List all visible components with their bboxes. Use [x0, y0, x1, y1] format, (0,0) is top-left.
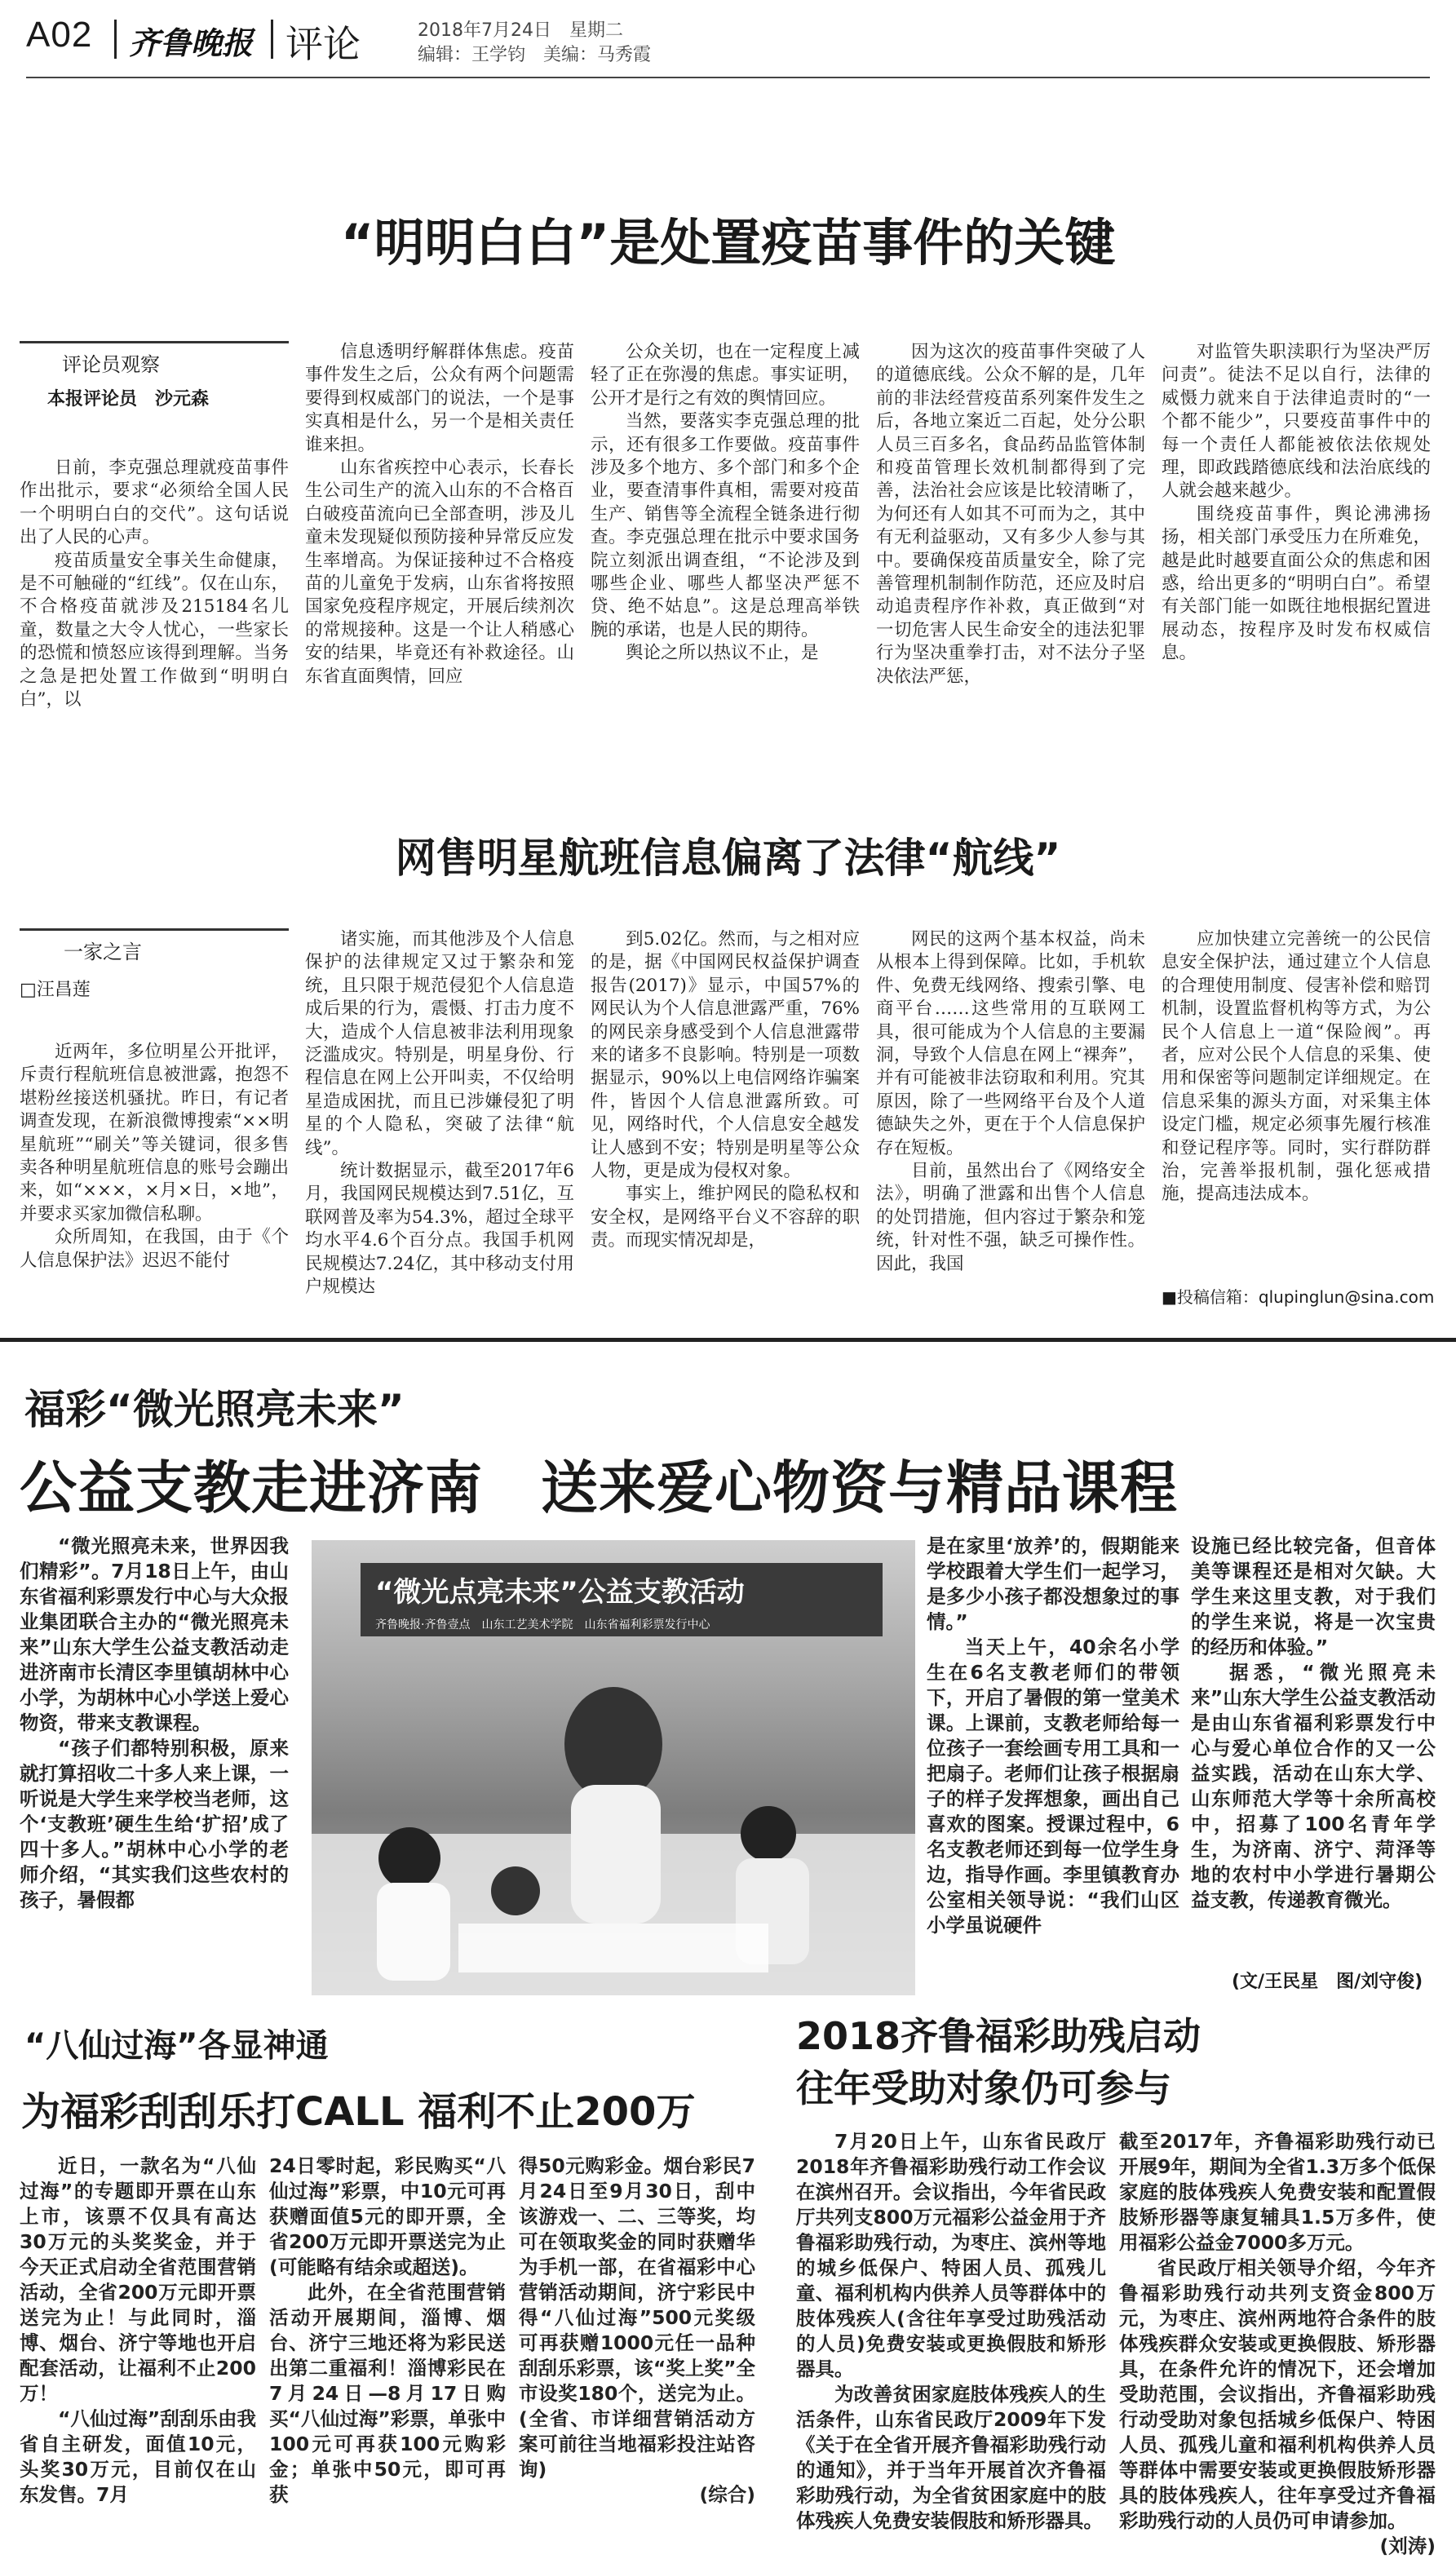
- paragraph: 诸实施，而其他涉及个人信息保护的法律规定又过于繁杂和笼统，且只限于规范侵犯个人信息造成后果的行为，震慑、打击力度不大，造成个人信息被非法利用现象泛滥成灾。特别是，明星身份、行程信息在网上公开叫卖，不仅给明星造成困扰，而且已涉嫌侵犯了明星的个人隐私，突破了法律“航线”。: [305, 929, 574, 1158]
- article5-headline-line2: 往年受助对象仍可参与: [796, 2066, 1171, 2110]
- article2-col-4: [876, 928, 1145, 1312]
- header-divider: [271, 20, 273, 59]
- page-number: A02: [26, 15, 93, 55]
- paragraph: 是在家里‘放养’的，假期能来学校跟着大学生们一起学习，是多少小孩子都没想象过的事情。”: [927, 1534, 1179, 1633]
- paragraph: 因为这次的疫苗事件突破了人的道德底线。公众不解的是，几年前的非法经营疫苗系列案件发生之后，各地立案近二百起，处分公职人员三百多名，食品药品监管体制和疫苗管理长效机制都得到了完善，法治社会应该是比较清晰了，为何还有人如其不可而为之，其中有无利益驱动，又有多少人参与其中。要确保疫苗质量安全，除了完善管理机制制作防范，还应及时启动追责程序作补救，真正做到“对一切危害人民生命安全的违法犯罪行为坚决重拳打击，对不法分子坚决依法严惩，: [876, 342, 1145, 687]
- paragraph: “八仙过海”刮刮乐由我省自主研发，面值10元，头奖30万元，目前仅在山东发售。7月: [20, 2407, 256, 2506]
- paragraph: 应加快建立完善统一的公民信息安全保护法，通过建立个人信息的合理使用制度、侵害补偿和赔罚机制，设置监督机构等方式，为公民个人信息上一道“保险阀”。再者，应对公民个人信息的采集、使用和保密等问题制定详细规定。在信息采集的源头方面，对采集主体设定门槛，规定必须事先履行核准和登记程序等。同时，实行群防群治，完善举报机制，强化惩戒措施，提高违法成本。: [1162, 929, 1431, 1205]
- article3-headline: 公益支教走进济南 送来爱心物资与精品课程: [20, 1454, 1178, 1521]
- article4-kicker: “八仙过海”各显神通: [24, 2027, 329, 2065]
- article1-col-1: [20, 457, 289, 731]
- photo-banner-title: “微光点亮未来”公益支教活动: [375, 1576, 745, 1609]
- article2-column-header: [20, 928, 289, 1001]
- article2-col-1: [20, 1041, 289, 1312]
- paragraph: 到5.02亿。然而，与之相对应的是，据《中国网民权益保护调查报告(2017)》显示，中国57%的网民认为个人信息泄露严重，76%的网民亲身感受到个人信息泄露带来的诸多不良影响。特别是一项数据显示，90%以上电信网络诈骗案件，皆因个人信息泄露所致。可见，网络时代，个人信息安全越发让人感到不安；特别是明星等公众人物，更是成为侵权对象。: [591, 929, 860, 1182]
- paragraph: 近两年，多位明星公开批评，斥责行程航班信息被泄露，抱怨不堪粉丝接送机骚扰。昨日，有记者调查发现，在新浪微博搜索“××明星航班”“刷关”等关键词，很多售卖各种明星航班信息的账号会蹦出来，如“×××，×月×日，×地”，并要求买家加微信私聊。: [20, 1042, 289, 1224]
- editors-line: 编辑：王学钧 美编：马秀霞: [418, 45, 652, 65]
- paragraph: 设施已经比较完备，但音体美等课程还是相对欠缺。大学生来这里支教，对于我们的学生来说，将是一次宝贵的经历和体验。”: [1191, 1534, 1436, 1658]
- section-title: 评论: [285, 22, 361, 66]
- paragraph: 目前，虽然出台了《网络安全法》，明确了泄露和出售个人信息的处罚措施，但内容过于繁杂和笼统，针对性不强，缺乏可操作性。因此，我国: [876, 1161, 1145, 1274]
- paragraph: “孩子们都特别积极，原来就打算招收二十多人来上课，一听说是大学生来学校当老师，这个‘支教班’硬生生给‘扩招’成了四十多人。”胡林中心小学的老师介绍，“其实我们这些农村的孩子，暑假都: [20, 1737, 289, 1911]
- paragraph: 省民政厅相关领导介绍，今年齐鲁福彩助残行动共列支资金800万元，为枣庄、滨州两地符合条件的肢体残疾群众安装或更换假肢、矫形器具，在条件允许的情况下，还会增加受助范围，会议指出，齐鲁福彩助残行动受助对象包括城乡低保户、特困人员、孤残儿童和福利机构供养人员等群体中需要安装或更换假肢矫形器具的肢体残疾人，往年享受过齐鲁福彩助残行动的人员仍可申请参加。: [1119, 2256, 1436, 2532]
- paragraph: 舆论之所以热议不止，是: [626, 643, 819, 664]
- article1-column-header: [20, 341, 289, 410]
- paragraph: 山东省疾控中心表示，长春长生公司生产的流入山东的不合格百白破疫苗流向已全部查明，涉及儿童未发现疑似预防接种异常反应发生率增高。为保证接种过不合格疫苗的儿童免于发病，山东省将按照国家免疫程序规定，开展后续剂次的常规接种。这是一个让人稍感心安的结果，毕竟还有补救途径。山东省直面舆情，回应: [305, 458, 574, 687]
- article1-col-5: [1162, 341, 1431, 731]
- header-rule: [26, 77, 1430, 78]
- section-rule: [0, 1338, 1456, 1342]
- column-name: 一家之言: [64, 941, 142, 963]
- paragraph: 据悉，“微光照亮未来”山东大学生公益支教活动是由山东省福利彩票发行中心与爱心单位合作的又一公益实践，活动在山东大学、山东师范大学等十余所高校中，招募了100名青年学生，为济南、济宁、菏泽等地的农村中小学进行暑期公益支教，传递教育微光。: [1191, 1661, 1436, 1911]
- article2-col-2: [305, 928, 574, 1312]
- article3-col-2: [927, 1534, 1179, 1990]
- article1-headline: “明明白白”是处置疫苗事件的关键: [340, 213, 1116, 272]
- paragraph: 此外，在全省范围营销活动开展期间，淄博、烟台、济宁三地还将为彩民送出第二重福利！淄博彩民在7月24日—8月17日购买“八仙过海”彩票，单张中100元可再获100元购彩金；单张中50元，即可再获: [269, 2281, 506, 2506]
- source-note: (综合): [699, 2483, 755, 2506]
- page-header: [26, 15, 1430, 72]
- paragraph: 24日零时起，彩民购买“八仙过海”彩票，中10元可再获赠面值5元的即开票，全省200万元即开票送完为止(可能略有结余或超送)。: [269, 2154, 506, 2278]
- paragraph: 对监管失职渎职行为坚决严厉问责”。徒法不足以自行，法律的威慑力就来自于法律追责时的“一个都不能少”，只要疫苗事件中的每一个责任人都能被依法依规处理，即政践踏德底线和法治底线的人就会越来越少。: [1162, 342, 1431, 502]
- paragraph: 统计数据显示，截至2017年6月，我国网民规模达到7.51亿，互联网普及率为54.3%，超过全球平均水平4.6个百分点。我国手机网民规模达7.24亿，其中移动支付用户规模达: [305, 1161, 574, 1298]
- paragraph: 公众关切，也在一定程度上减轻了正在弥漫的焦虑。事实证明，公开才是行之有效的舆情回应。: [591, 342, 860, 409]
- paragraph: 当然，要落实李克强总理的批示，还有很多工作要做。疫苗事件涉及多个地方、多个部门和多个企业，要查清事件真相，需要对疫苗生产、销售等全流程全链条进行彻查。李克强总理在批示中要求国务院立刻派出调查组，“不论涉及到哪些企业、哪些人都坚决严惩不贷、绝不姑息”。这是总理高举铁腕的承诺，也是人民的期待。: [591, 411, 860, 640]
- event-photo: [312, 1540, 915, 1995]
- column-header-bar: [20, 928, 289, 931]
- article2-headline: 网售明星航班信息偏离了法律“航线”: [395, 835, 1061, 882]
- article1-byline: 本报评论员 沙元森: [47, 389, 210, 410]
- article2-col-5: [1162, 928, 1431, 1271]
- paragraph: 当天上午，40余名小学生在6名支教老师们的带领下，开启了暑假的第一堂美术课。上课前，支教老师给每一位孩子一套绘画专用工具和一把扇子。老师们让孩子根据扇子的样子发挥想象，画出自己喜欢的图案。授课过程中，6名支教老师还到每一位学生身边，指导作画。李里镇教育办公室相关领导说：“我们山区小学虽说硬件: [927, 1636, 1179, 1937]
- paragraph: 信息透明纾解群体焦虑。疫苗事件发生之后，公众有两个问题需要得到权威部门的说法，一个是事实真相是什么，另一个是相关责任谁来担。: [305, 342, 574, 455]
- article2-byline: □汪昌莲: [20, 980, 91, 1000]
- article5-headline-line1: 2018齐鲁福彩助残启动: [796, 2014, 1202, 2058]
- newspaper-logo: 齐鲁晚报: [129, 24, 254, 61]
- article3-col-1: [20, 1534, 289, 1990]
- paragraph: 事实上，维护网民的隐私权和安全权，是网络平台义不容辞的职责。而现实情况却是，: [591, 1184, 860, 1251]
- issue-date: 2018年7月24日 星期二: [418, 20, 623, 41]
- column-name: 评论员观察: [62, 353, 160, 376]
- paragraph: 得50元购彩金。烟台彩民7月24日至9月30日，刮中该游戏一、二、三等奖，均可在领取奖金的同时获赠华为手机一部，在省福彩中心营销活动期间，济宁彩民中得“八仙过海”500元奖级可再获赠1000元任一品种刮刮乐彩票，该“奖上奖”全市设奖180个，送完为止。(全省、市详细营销活动方案可前往当地福彩投注站咨询): [519, 2154, 755, 2481]
- photo-credit: (文/王民星 图/刘守俊): [1232, 1972, 1423, 1992]
- paragraph: 日前，李克强总理就疫苗事件作出批示，要求“必须给全国人民一个明明白白的交代”。这句话说出了人民的心声。: [20, 458, 289, 548]
- paragraph: 围绕疫苗事件，舆论沸沸扬扬，相关部门承受压力在所难免，越是此时越要直面公众的焦虑和困惑，给出更多的“明明白白”。希望有关部门能一如既往地根据纪置进展动态，按程序及时发布权威信息。: [1162, 503, 1431, 664]
- article4-col-1: [20, 2154, 256, 2506]
- article4-col-2: [269, 2154, 506, 2506]
- header-divider: [114, 20, 117, 59]
- article3-col-3: [1191, 1534, 1436, 1958]
- article1-col-2: [305, 341, 574, 731]
- photo-scene: [312, 1540, 915, 1995]
- article5-col-2: [1119, 2129, 1436, 2557]
- paragraph: 众所周知，在我国，由于《个人信息保护法》迟迟不能付: [20, 1227, 289, 1271]
- article1-col-4: [876, 341, 1145, 731]
- article4-col-3: [519, 2154, 755, 2506]
- paragraph: 7月20日上午，山东省民政厅2018年齐鲁福彩助残行动工作会议在滨州召开。会议指出，今年省民政厅共列支800万元福彩公益金用于齐鲁福彩助残行动，为枣庄、滨州等地的城乡低保户、特困人员、孤残儿童、福利机构内供养人员等群体中的肢体残疾人(含往年享受过助残活动的人员)免费安装或更换假肢和矫形器具。: [796, 2130, 1106, 2380]
- column-header-bar: [20, 341, 289, 343]
- article3-kicker: 福彩“微光照亮未来”: [24, 1386, 405, 1433]
- paragraph: 截至2017年，齐鲁福彩助残行动已开展9年，期间为全省1.3万多个低保家庭的肢体残疾人免费安装和配置假肢矫形器等康复辅具1.5万多件，使用福彩公益金7000多万元。: [1119, 2130, 1436, 2254]
- article5-col-1: [796, 2129, 1106, 2532]
- paragraph: 近日，一款名为“八仙过海”的专题即开票在山东上市，该票不仅具有高达30万元的头奖奖金，并于今天正式启动全省范围营销活动，全省200万元即开票送完为止！与此同时，淄博、烟台、济宁等地也开启配套活动，让福利不止200万！: [20, 2154, 256, 2405]
- article1-col-3: [591, 341, 860, 731]
- article4-headline: 为福彩刮刮乐打CALL 福利不止200万: [21, 2089, 696, 2135]
- photo-banner-subtitle: 齐鲁晚报·齐鲁壹点 山东工艺美术学院 山东省福利彩票发行中心: [375, 1618, 710, 1631]
- paragraph: “微光照亮未来，世界因我们精彩”。7月18日上午，由山东省福利彩票发行中心与大众报业集团联合主办的“微光照亮未来”山东大学生公益支教活动走进济南市长清区李里镇胡林中心小学，为胡林中心小学送上爱心物资，带来支教课程。: [20, 1534, 289, 1734]
- submission-email: ■投稿信箱：qlupinglun@sina.com: [1162, 1287, 1435, 1307]
- paragraph: 疫苗质量安全事关生命健康，是不可触碰的“红线”。仅在山东，不合格疫苗就涉及215184名儿童，数量之大令人忧心，一些家长的恐慌和愤怒应该得到理解。当务之急是把处置工作做到“明明白白”，以: [20, 550, 289, 711]
- paragraph: 为改善贫困家庭肢体残疾人的生活条件，山东省民政厅2009年下发《关于在全省开展齐鲁福彩助残行动的通知》，并于当年开展首次齐鲁福彩助残行动，为全省贫困家庭中的肢体残疾人免费安装假肢和矫形器具。: [796, 2383, 1106, 2532]
- article2-col-3: [591, 928, 860, 1312]
- paragraph: 网民的这两个基本权益，尚未从根本上得到保障。比如，手机软件、免费无线网络、搜索引擎、电商平台……这些常用的互联网工具，很可能成为个人信息的主要漏洞，导致个人信息在网上“裸奔”，并有可能被非法窃取和利用。究其原因，除了一些网络平台及个人道德缺失之外，更在于个人信息保护存在短板。: [876, 929, 1145, 1158]
- author-note: (刘涛): [1379, 2535, 1436, 2557]
